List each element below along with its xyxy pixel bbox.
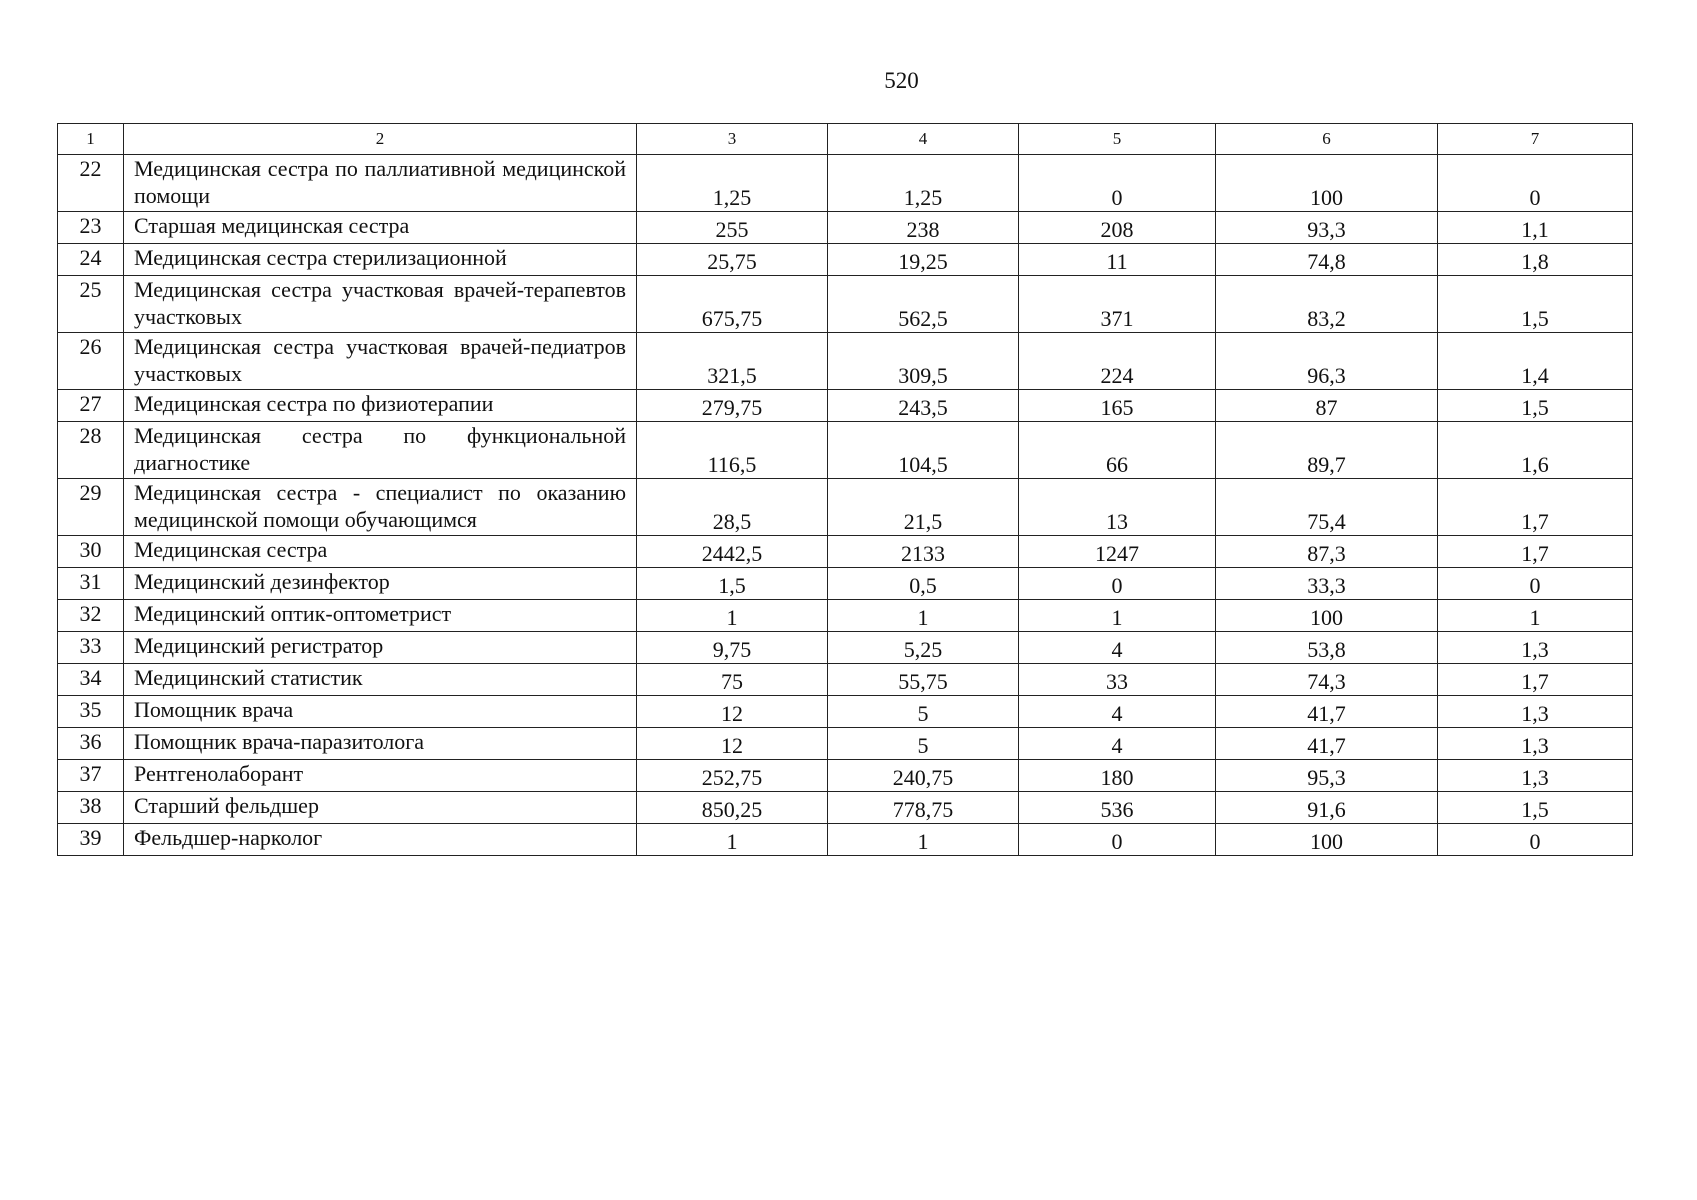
column-header: 4 [828,124,1019,155]
cell-col6: 95,3 [1216,760,1438,792]
cell-col6: 100 [1216,600,1438,632]
cell-col6: 75,4 [1216,479,1438,536]
cell-col5: 11 [1019,244,1216,276]
position-name: Фельдшер-нарколог [124,824,637,856]
cell-col7: 1,5 [1438,792,1633,824]
table-row [58,600,1633,632]
position-name: Медицинская сестра по физиотерапии [124,390,637,422]
table-row [58,760,1633,792]
cell-col3: 1,25 [637,155,828,212]
cell-col4: 778,75 [828,792,1019,824]
cell-col5: 0 [1019,824,1216,856]
table-row [58,728,1633,760]
column-header: 1 [58,124,124,155]
cell-col6: 53,8 [1216,632,1438,664]
position-name: Медицинская сестра стерилизационной [124,244,637,276]
row-number: 35 [58,696,124,728]
cell-col6: 100 [1216,155,1438,212]
table-row [58,212,1633,244]
cell-col4: 309,5 [828,333,1019,390]
table-row [58,244,1633,276]
row-number: 31 [58,568,124,600]
cell-col7: 1,6 [1438,422,1633,479]
row-number: 23 [58,212,124,244]
cell-col4: 21,5 [828,479,1019,536]
cell-col3: 25,75 [637,244,828,276]
cell-col5: 4 [1019,728,1216,760]
cell-col7: 1,3 [1438,696,1633,728]
cell-col3: 9,75 [637,632,828,664]
cell-col6: 87 [1216,390,1438,422]
cell-col3: 75 [637,664,828,696]
cell-col3: 1,5 [637,568,828,600]
cell-col4: 562,5 [828,276,1019,333]
cell-col4: 55,75 [828,664,1019,696]
cell-col7: 1,1 [1438,212,1633,244]
row-number: 22 [58,155,124,212]
cell-col5: 536 [1019,792,1216,824]
row-number: 30 [58,536,124,568]
cell-col3: 12 [637,728,828,760]
cell-col3: 116,5 [637,422,828,479]
row-number: 36 [58,728,124,760]
cell-col7: 1,7 [1438,479,1633,536]
cell-col4: 1 [828,824,1019,856]
cell-col5: 1 [1019,600,1216,632]
position-name: Старший фельдшер [124,792,637,824]
cell-col5: 180 [1019,760,1216,792]
position-name: Медицинская сестра по паллиативной медицинской помощи [124,155,637,212]
cell-col5: 371 [1019,276,1216,333]
cell-col6: 41,7 [1216,728,1438,760]
cell-col6: 74,3 [1216,664,1438,696]
row-number: 34 [58,664,124,696]
row-number: 37 [58,760,124,792]
cell-col5: 0 [1019,155,1216,212]
column-header: 2 [124,124,637,155]
column-header: 7 [1438,124,1633,155]
cell-col4: 238 [828,212,1019,244]
cell-col7: 1,7 [1438,664,1633,696]
table-row [58,479,1633,536]
table-row [58,155,1633,212]
position-name: Медицинская сестра участковая врачей-педиатров участковых [124,333,637,390]
cell-col4: 5 [828,696,1019,728]
cell-col6: 83,2 [1216,276,1438,333]
cell-col5: 4 [1019,632,1216,664]
cell-col4: 240,75 [828,760,1019,792]
cell-col7: 1,5 [1438,276,1633,333]
row-number: 27 [58,390,124,422]
table-header-row [58,124,1633,155]
cell-col3: 28,5 [637,479,828,536]
cell-col3: 675,75 [637,276,828,333]
table-row [58,632,1633,664]
position-name: Рентгенолаборант [124,760,637,792]
table-row [58,568,1633,600]
row-number: 26 [58,333,124,390]
position-name: Старшая медицинская сестра [124,212,637,244]
cell-col4: 243,5 [828,390,1019,422]
cell-col3: 321,5 [637,333,828,390]
cell-col7: 0 [1438,824,1633,856]
column-header: 5 [1019,124,1216,155]
cell-col3: 255 [637,212,828,244]
cell-col7: 1,5 [1438,390,1633,422]
row-number: 32 [58,600,124,632]
position-name: Медицинский оптик-оптометрист [124,600,637,632]
table-row [58,333,1633,390]
cell-col5: 224 [1019,333,1216,390]
cell-col5: 33 [1019,664,1216,696]
position-name: Медицинский регистратор [124,632,637,664]
cell-col6: 96,3 [1216,333,1438,390]
cell-col4: 2133 [828,536,1019,568]
cell-col7: 0 [1438,155,1633,212]
table-row [58,696,1633,728]
position-name: Медицинский дезинфектор [124,568,637,600]
cell-col7: 1,7 [1438,536,1633,568]
column-header: 6 [1216,124,1438,155]
table-row [58,824,1633,856]
cell-col6: 41,7 [1216,696,1438,728]
cell-col6: 74,8 [1216,244,1438,276]
cell-col6: 89,7 [1216,422,1438,479]
cell-col4: 104,5 [828,422,1019,479]
cell-col7: 1,8 [1438,244,1633,276]
cell-col3: 279,75 [637,390,828,422]
cell-col4: 5,25 [828,632,1019,664]
cell-col3: 2442,5 [637,536,828,568]
cell-col3: 252,75 [637,760,828,792]
position-name: Медицинский статистик [124,664,637,696]
table-row [58,664,1633,696]
row-number: 29 [58,479,124,536]
cell-col7: 1,4 [1438,333,1633,390]
cell-col5: 13 [1019,479,1216,536]
cell-col6: 100 [1216,824,1438,856]
cell-col6: 87,3 [1216,536,1438,568]
row-number: 25 [58,276,124,333]
table-row [58,422,1633,479]
cell-col3: 1 [637,824,828,856]
position-name: Помощник врача-паразитолога [124,728,637,760]
cell-col7: 1,3 [1438,728,1633,760]
cell-col3: 850,25 [637,792,828,824]
table-row [58,276,1633,333]
cell-col3: 12 [637,696,828,728]
cell-col5: 1247 [1019,536,1216,568]
cell-col7: 0 [1438,568,1633,600]
cell-col4: 19,25 [828,244,1019,276]
row-number: 24 [58,244,124,276]
cell-col4: 0,5 [828,568,1019,600]
position-name: Помощник врача [124,696,637,728]
cell-col4: 1,25 [828,155,1019,212]
table-row [58,390,1633,422]
cell-col5: 208 [1019,212,1216,244]
cell-col6: 33,3 [1216,568,1438,600]
column-header: 3 [637,124,828,155]
page-number: 520 [884,68,919,93]
cell-col6: 91,6 [1216,792,1438,824]
cell-col4: 5 [828,728,1019,760]
table-row [58,536,1633,568]
row-number: 38 [58,792,124,824]
cell-col5: 165 [1019,390,1216,422]
cell-col5: 0 [1019,568,1216,600]
position-name: Медицинская сестра по функциональной диагностике [124,422,637,479]
cell-col3: 1 [637,600,828,632]
cell-col5: 4 [1019,696,1216,728]
table-row [58,792,1633,824]
cell-col7: 1,3 [1438,632,1633,664]
cell-col6: 93,3 [1216,212,1438,244]
position-name: Медицинская сестра [124,536,637,568]
row-number: 39 [58,824,124,856]
position-name: Медицинская сестра участковая врачей-терапевтов участковых [124,276,637,333]
row-number: 28 [58,422,124,479]
cell-col5: 66 [1019,422,1216,479]
staffing-table [57,123,1633,856]
cell-col4: 1 [828,600,1019,632]
position-name: Медицинская сестра - специалист по оказанию медицинской помощи обучающимся [124,479,637,536]
row-number: 33 [58,632,124,664]
cell-col7: 1 [1438,600,1633,632]
cell-col7: 1,3 [1438,760,1633,792]
